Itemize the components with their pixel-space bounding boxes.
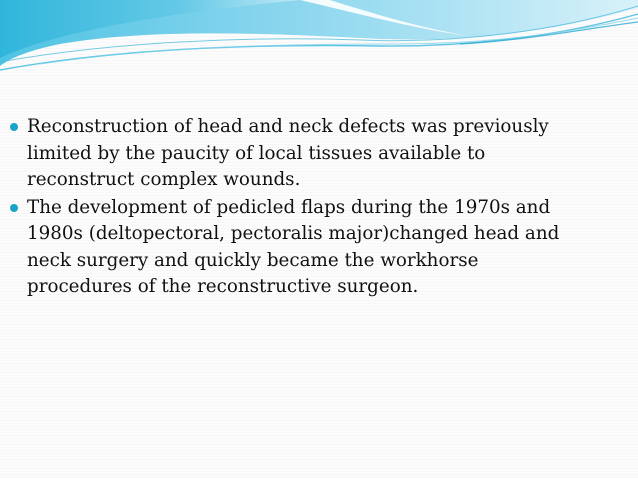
bullet-text-line: limited by the paucity of local tissues available to: [27, 142, 486, 164]
bullet-text-line: The development of pedicled flaps during the 1970s and: [27, 196, 551, 218]
bullet-text-line: procedures of the reconstructive surgeon.: [27, 276, 419, 297]
bullet-dot-icon: [10, 204, 18, 212]
bullet-item-1: [10, 114, 610, 194]
bullet-item-2: [10, 195, 610, 301]
bullet-text-line: reconstruct complex wounds.: [27, 169, 301, 190]
bullet-list: [10, 114, 610, 302]
bullet-text-line: neck surgery and quickly became the workhorse: [27, 249, 479, 271]
bullet-text-line: 1980s (deltopectoral, pectoralis major)changed head and: [27, 223, 560, 244]
header-wave-decoration: [0, 0, 638, 80]
bullet-dot-icon: [10, 123, 18, 131]
bullet-text-line: Reconstruction of head and neck defects was previously: [27, 116, 549, 137]
